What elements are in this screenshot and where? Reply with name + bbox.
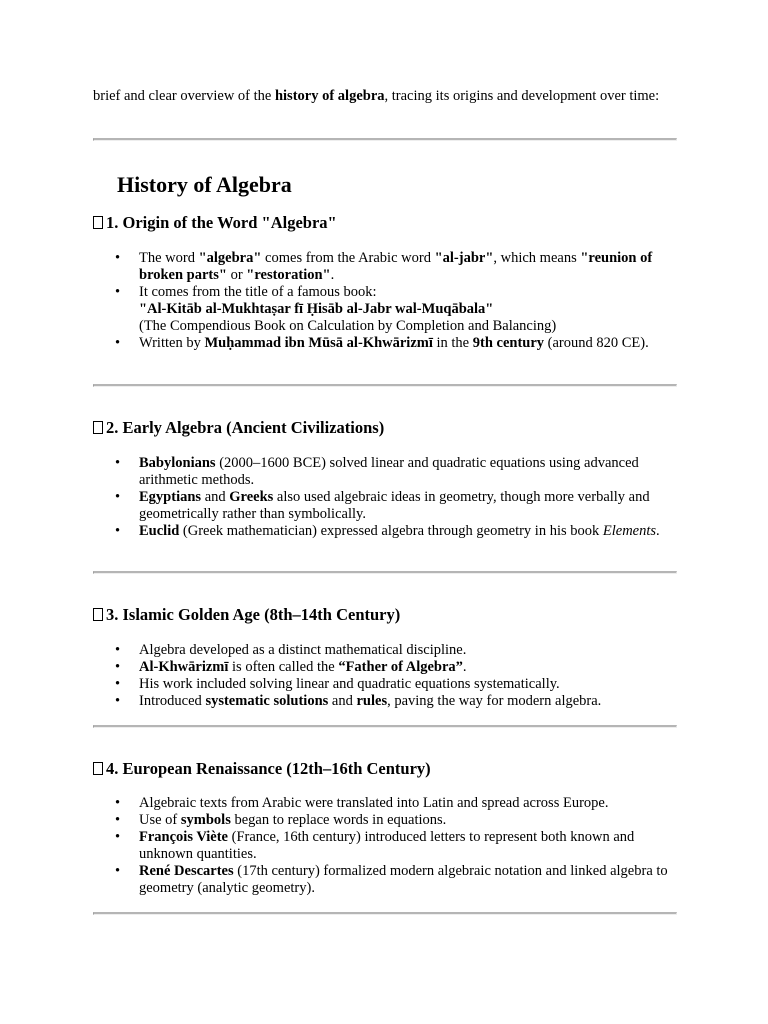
list-item: • Algebraic texts from Arabic were translated into Latin and spread across Europe. [139,795,679,812]
section-list-renaissance [139,795,679,897]
list-item: • Introduced systematic solutions and rules, paving the way for modern algebra. [139,693,679,710]
intro-text: brief and clear overview of the [93,88,275,104]
list-item: • It comes from the title of a famous book: "Al-Kitāb al-Mukhtaṣar fī Ḥisāb al-Jabr wal-Muqābala" (The Compendious Book on Calculation by Completion and Balancing) [139,284,679,335]
section-heading-text: 1. Origin of the Word "Algebra" [106,213,337,232]
missing-glyph-box-icon [93,608,103,621]
page-title: History of Algebra [117,172,292,197]
missing-glyph-box-icon [93,216,103,229]
missing-glyph-box-icon [93,762,103,775]
intro-paragraph [93,88,683,105]
section-heading-origin [93,213,337,233]
section-list-origin [139,250,679,352]
divider [93,138,677,141]
list-item: • The word "algebra" comes from the Arabic word "al-jabr", which means "reunion of broken parts" or "restoration". [139,250,679,284]
intro-text-end: , tracing its origins and development over time: [384,88,660,104]
list-item: • Use of symbols began to replace words in equations. [139,812,679,829]
section-heading-islamic [93,605,400,625]
list-item: • Al-Khwārizmī is often called the “Father of Algebra”. [139,659,679,676]
divider [93,912,677,915]
list-item: • Algebra developed as a distinct mathematical discipline. [139,642,679,659]
section-heading-early [93,418,384,438]
list-item: • His work included solving linear and quadratic equations systematically. [139,676,679,693]
list-item: • Egyptians and Greeks also used algebraic ideas in geometry, though more verbally and geometrically rather than symbolically. [139,489,679,523]
missing-glyph-box-icon [93,421,103,434]
list-item: • René Descartes (17th century) formalized modern algebraic notation and linked algebra to geometry (analytic geometry). [139,863,679,897]
list-item: • Euclid (Greek mathematician) expressed algebra through geometry in his book Elements. [139,523,679,540]
section-list-early [139,455,679,540]
divider [93,725,677,728]
intro-bold: history of algebra [274,88,385,104]
list-item: • Babylonians (2000–1600 BCE) solved linear and quadratic equations using advanced arithmetic methods. [139,455,679,489]
list-item: • Written by Muḥammad ibn Mūsā al-Khwārizmī in the 9th century (around 820 CE). [139,335,679,352]
divider [93,384,677,387]
section-list-islamic [139,642,679,710]
divider [93,571,677,574]
section-heading-text: 3. Islamic Golden Age (8th–14th Century) [106,605,401,624]
section-heading-text: 2. Early Algebra (Ancient Civilizations) [106,418,385,437]
section-heading-text: 4. European Renaissance (12th–16th Century) [106,759,431,778]
section-heading-renaissance [93,759,431,779]
list-item: • François Viète (France, 16th century) introduced letters to represent both known and unknown quantities. [139,829,679,863]
